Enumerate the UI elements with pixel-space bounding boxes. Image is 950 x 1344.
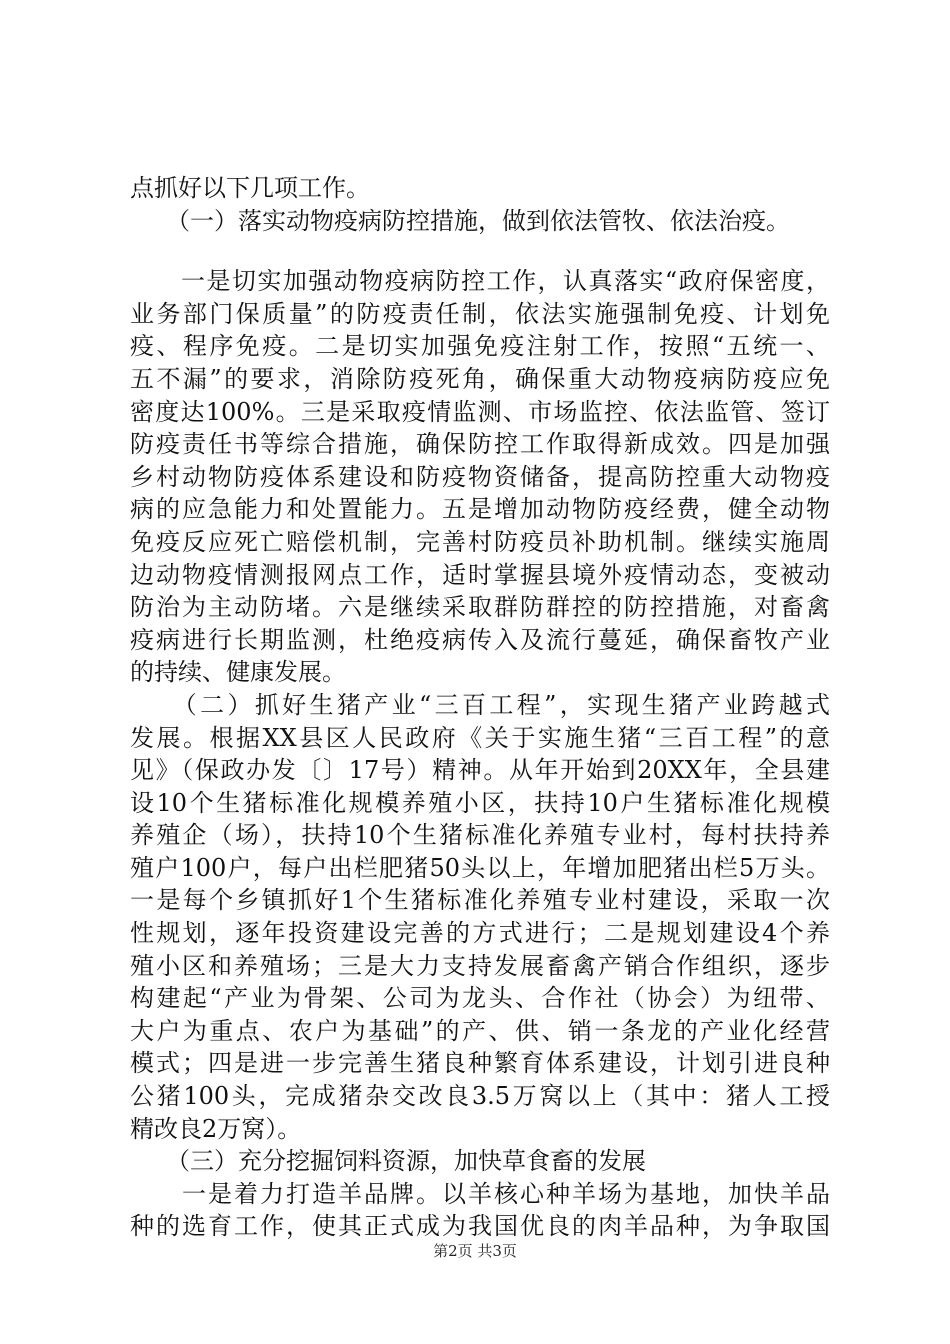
section-heading-1: （一）落实动物疫病防控措施，做到依法管牧、依法治疫。 [130,206,790,235]
text-line: 设10个生猪标准化规模养殖小区，扶持10户生猪标准化规模 [130,788,830,817]
text-line: 业务部门保质量”的防疫责任制，依法实施强制免疫、计划免 [130,299,830,328]
text-line: 免疫反应死亡赔偿机制，完善村防疫员补助机制。继续实施周 [130,527,830,556]
text-line: 边动物疫情测报网点工作，适时掌握县境外疫情动态，变被动 [130,560,830,589]
text-line: 点抓好以下几项工作。 [130,174,370,202]
text-line: 的持续、健康发展。 [130,658,346,687]
text-line: 一是着力打造羊品牌。以羊核心种羊场为基地，加快羊品 [130,1179,830,1208]
page-footer: 第2页 共3页 [433,1242,517,1260]
text-line: 密度达100%。三是采取疫情监测、市场监控、依法监管、签订 [130,397,830,426]
text-line: 大户为重点、农户为基础”的产、供、销一条龙的产业化经营 [130,1016,830,1045]
text-line: 发展。根据XX县区人民政府《关于实施生猪“三百工程”的意 [130,723,830,752]
text-line: 公猪100头，完成猪杂交改良3.5万窝以上（其中：猪人工授 [130,1082,830,1111]
text-line: 病的应急能力和处置能力。五是增加动物防疫经费，健全动物 [130,495,830,524]
text-line: 五不漏”的要求，消除防疫死角，确保重大动物疫病防疫应免 [130,364,830,393]
text-line: 性规划，逐年投资建设完善的方式进行；二是规划建设4个养 [130,919,830,948]
document-body [130,172,830,1243]
text-line: 殖小区和养殖场；三是大力支持发展畜禽产销合作组织，逐步 [130,951,830,980]
text-line: 种的选育工作，使其正式成为我国优良的肉羊品种，为争取国 [130,1212,830,1241]
text-line: （二）抓好生猪产业“三百工程”，实现生猪产业跨越式 [130,690,830,719]
paragraph-gap [130,237,830,265]
text-line: 疫、程序免疫。二是切实加强免疫注射工作，按照“五统一、 [130,332,830,361]
text-line: 疫病进行长期监测，杜绝疫病传入及流行蔓延，确保畜牧产业 [130,625,830,654]
text-line: 见》（保政办发〔〕17号）精神。从年开始到20XX年，全县建 [130,756,830,785]
text-line: 养殖企（场），扶持10个生猪标准化养殖专业村，每村扶持养 [130,821,830,850]
text-line: 防治为主动防堵。六是继续采取群防群控的防控措施，对畜禽 [130,593,830,622]
text-line: （三）充分挖掘饲料资源，加快草食畜的发展 [130,1147,646,1176]
text-line: 殖户100户，每户出栏肥猪50头以上，年增加肥猪出栏5万头。 [130,853,830,882]
text-line: 模式；四是进一步完善生猪良种繁育体系建设，计划引进良种 [130,1049,830,1078]
text-line: 防疫责任书等综合措施，确保防控工作取得新成效。四是加强 [130,430,830,459]
text-line: 构建起“产业为骨架、公司为龙头、合作社（协会）为纽带、 [130,984,830,1013]
main-paragraphs [130,265,830,1243]
text-line: 乡村动物防疫体系建设和防疫物资储备，提高防控重大动物疫 [130,462,830,491]
text-line: 一是切实加强动物疫病防控工作，认真落实“政府保密度， [130,267,830,296]
text-line: 精改良2万窝）。 [130,1114,302,1143]
text-line: 一是每个乡镇抓好1个生猪标准化养殖专业村建设，采取一次 [130,886,830,915]
